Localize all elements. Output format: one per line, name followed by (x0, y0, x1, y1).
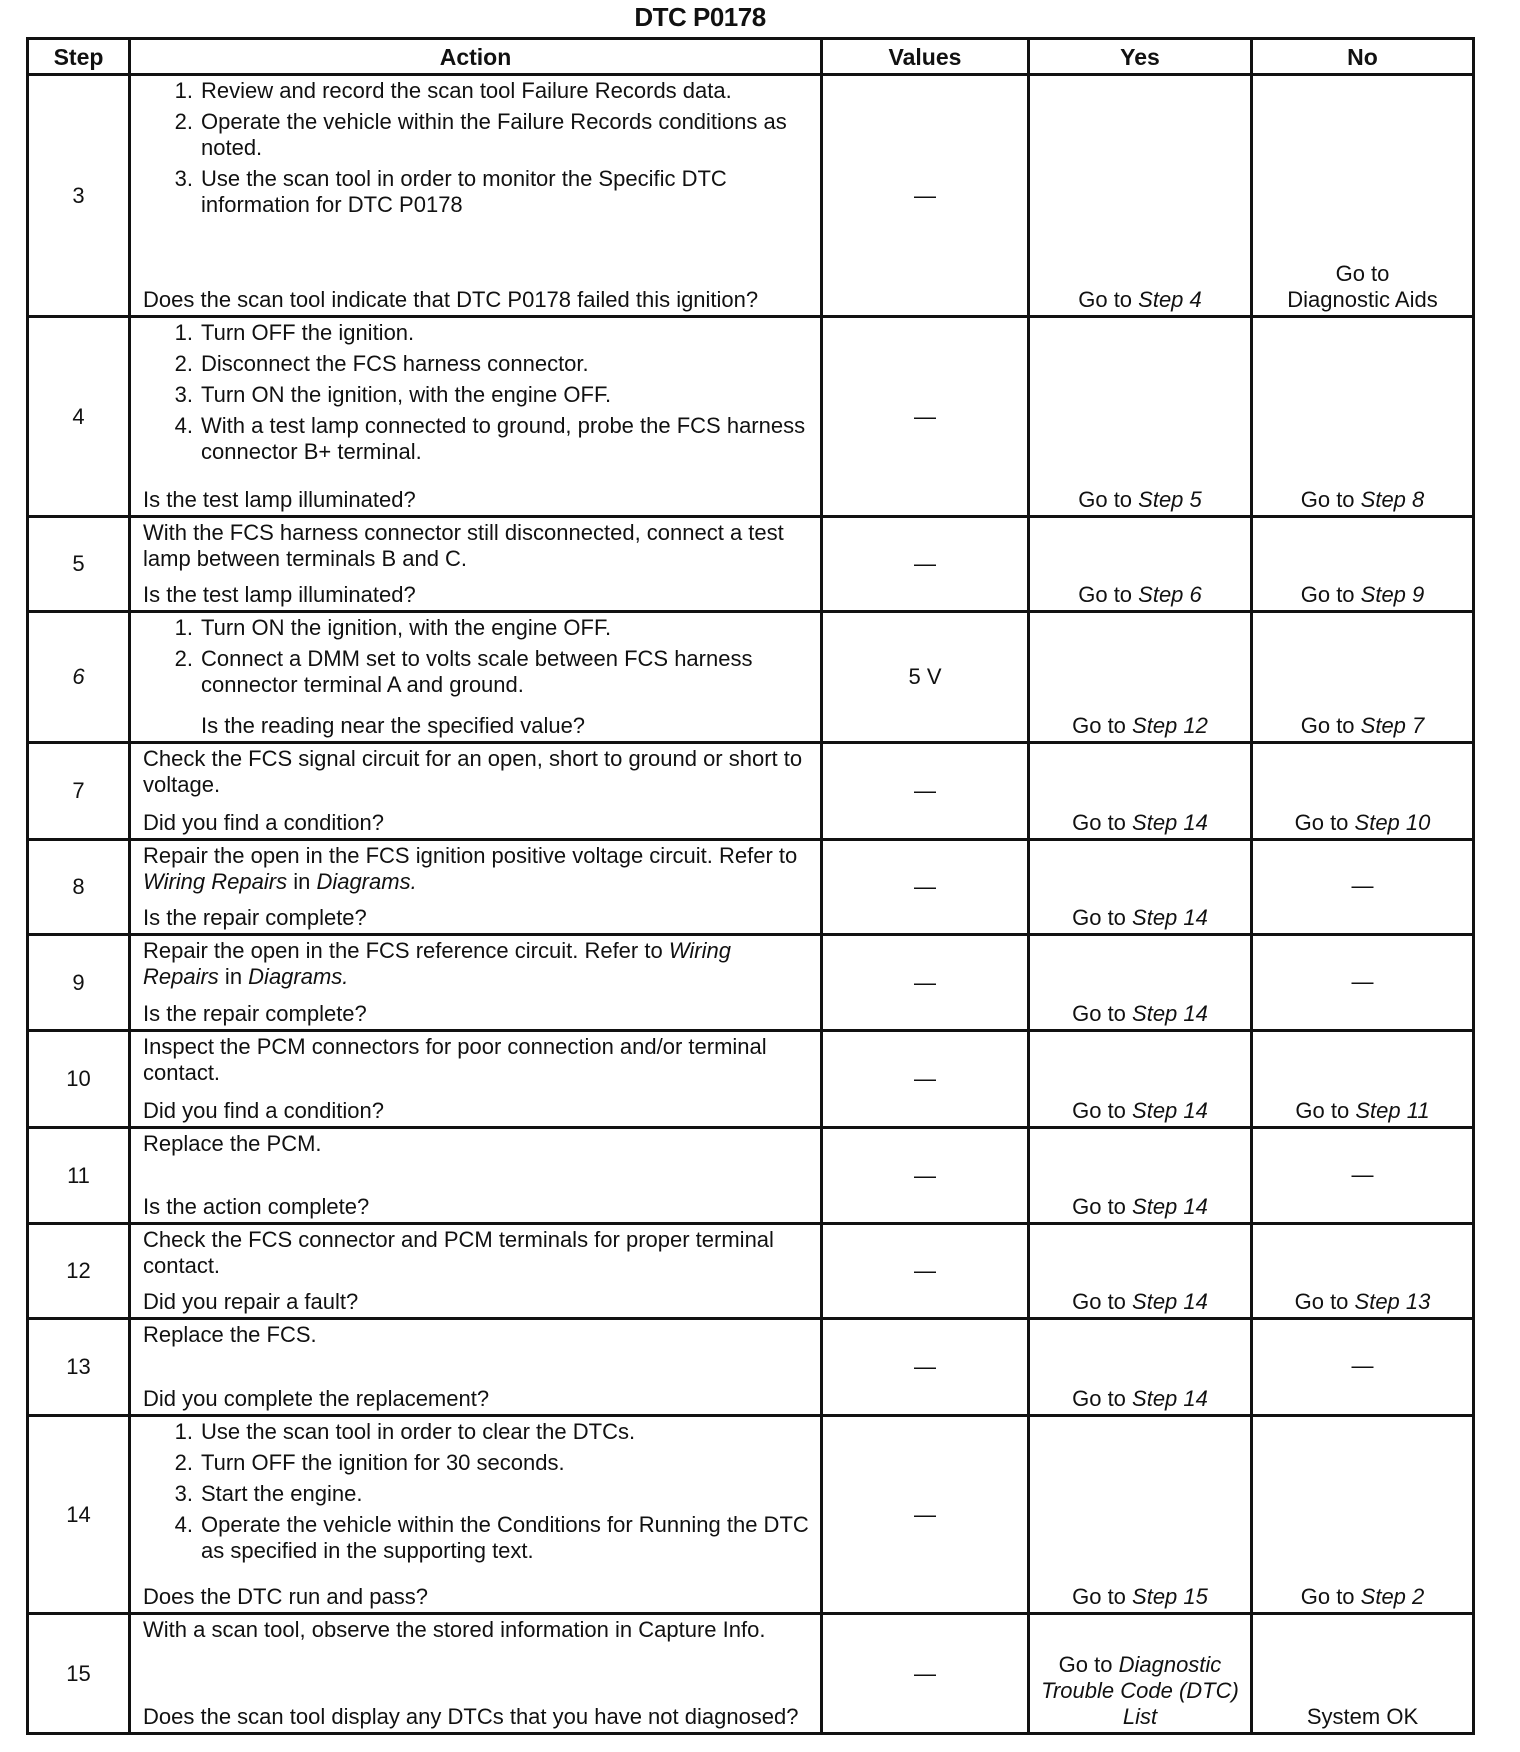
text-segment: Inspect the PCM connectors for poor connection and/or terminal contact. (143, 1034, 767, 1085)
text-segment: Repair the open in the FCS ignition positive voltage circuit. Refer to (143, 843, 798, 868)
value-cell: — (822, 743, 1029, 840)
text-segment: Repair the open in the FCS reference circuit. Refer to (143, 938, 669, 963)
step-number: 12 (66, 1258, 91, 1283)
text-segment: With a scan tool, observe the stored information in Capture Info. (143, 1617, 766, 1642)
yes-cell (1029, 1416, 1252, 1614)
italic-text: Step 10 (1354, 810, 1431, 835)
italic-text: Step 6 (1138, 582, 1202, 607)
action-step (143, 166, 812, 218)
italic-text: Step 7 (1360, 713, 1425, 738)
text-segment: Check the FCS signal circuit for an open, short to ground or short to voltage. (143, 746, 803, 797)
step-cell (28, 317, 130, 517)
action-content (131, 76, 820, 315)
action-text (143, 1617, 812, 1643)
step-cell (28, 517, 130, 612)
no-cell (1252, 1224, 1474, 1319)
no-cell (1252, 743, 1474, 840)
text-segment: Go to (1072, 1001, 1133, 1026)
value-cell: — (822, 1031, 1029, 1128)
action-step (143, 1450, 812, 1476)
text-segment: Go to (1072, 713, 1133, 738)
action-step-text: Review and record the scan tool Failure Records data. (201, 78, 732, 103)
action-step-number: 1. (174, 320, 193, 345)
yes-cell (1029, 743, 1252, 840)
no-cell (1252, 840, 1474, 935)
table-row (28, 840, 1474, 935)
no-cell (1252, 1614, 1474, 1734)
action-question: Is the test lamp illuminated? (143, 582, 416, 607)
action-text (143, 746, 812, 798)
action-step-text: Connect a DMM set to volts scale between FCS harness connector terminal A and ground. (201, 646, 753, 697)
table-row (28, 612, 1474, 743)
action-cell (130, 1614, 822, 1734)
table-row (28, 75, 1474, 317)
italic-text: Step 14 (1132, 1289, 1208, 1314)
action-cell (130, 743, 822, 840)
text-segment: Go to (1295, 1098, 1356, 1123)
text-segment: Go to (1300, 713, 1361, 738)
action-step-text: Use the scan tool in order to monitor the Specific DTC information for DTC P0178 (201, 166, 727, 217)
action-content (131, 1320, 820, 1414)
action-step (143, 351, 812, 377)
italic-text: Step 14 (1132, 1386, 1208, 1411)
step-number: 15 (66, 1660, 91, 1686)
table-row (28, 935, 1474, 1031)
action-question: Does the scan tool indicate that DTC P0178 failed this ignition? (143, 287, 759, 312)
text-segment: — (1351, 873, 1374, 898)
step-number: 10 (66, 1066, 91, 1091)
action-cell (130, 75, 822, 317)
action-content (131, 1032, 820, 1126)
italic-text: Step 11 (1355, 1098, 1430, 1123)
italic-text: Step 9 (1360, 582, 1425, 607)
action-content (131, 1129, 820, 1222)
action-question: Is the repair complete? (143, 1001, 367, 1026)
text-segment: System OK (1306, 1704, 1419, 1729)
action-cell (130, 1031, 822, 1128)
action-step-number: 3. (174, 1481, 193, 1506)
table-row (28, 1224, 1474, 1319)
italic-text: Step 14 (1132, 905, 1208, 930)
action-content (131, 744, 820, 838)
action-step-number: 2. (174, 109, 193, 134)
action-step-number: 2. (174, 1450, 193, 1475)
action-content (131, 318, 820, 515)
action-content (131, 613, 820, 741)
value-cell: — (822, 1319, 1029, 1416)
action-step-text: Turn OFF the ignition. (201, 320, 415, 345)
step-cell (28, 75, 130, 317)
no-cell (1252, 317, 1474, 517)
action-step (143, 78, 812, 104)
action-step-number: 1. (174, 1419, 193, 1444)
table-row (28, 1031, 1474, 1128)
step-cell (28, 840, 130, 935)
yes-cell (1029, 1031, 1252, 1128)
italic-text: Step 14 (1132, 1001, 1208, 1026)
italic-text: Wiring Repairs (143, 869, 288, 894)
action-text (143, 843, 812, 895)
page-title: DTC P0178 (634, 2, 766, 32)
action-step (143, 320, 812, 346)
text-segment: Replace the FCS. (143, 1322, 317, 1347)
step-number: 4 (72, 403, 85, 429)
action-text (143, 938, 812, 990)
action-question: Did you repair a fault? (143, 1289, 359, 1314)
action-question: Is the reading near the specified value? (201, 713, 586, 738)
action-content (131, 841, 820, 933)
step-number: 8 (72, 874, 85, 899)
action-step-number: 3. (174, 382, 193, 407)
no-cell (1252, 1416, 1474, 1614)
no-cell (1252, 935, 1474, 1031)
step-cell (28, 1031, 130, 1128)
yes-cell (1029, 1128, 1252, 1224)
text-segment: With the FCS harness connector still disconnected, connect a test lamp between terminals B and C. (143, 520, 784, 571)
action-step-number: 2. (174, 351, 193, 376)
text-segment: — (1351, 1353, 1374, 1378)
table-row (28, 743, 1474, 840)
italic-text: Step 15 (1132, 1584, 1208, 1609)
value-cell: — (822, 1416, 1029, 1614)
step-cell (28, 743, 130, 840)
action-step (143, 382, 812, 408)
action-step (143, 1481, 812, 1507)
text-segment: Go to (1300, 582, 1361, 607)
action-text (143, 1034, 812, 1086)
italic-text: Diagnostic Trouble Code (DTC) List (1041, 1652, 1239, 1729)
text-segment: Check the FCS connector and PCM terminals for proper terminal contact. (143, 1227, 774, 1278)
action-cell (130, 612, 822, 743)
yes-cell (1029, 935, 1252, 1031)
value-cell: — (822, 1128, 1029, 1224)
action-question: Does the scan tool display any DTCs that you have not diagnosed? (143, 1704, 799, 1729)
text-segment: Go to (1058, 1652, 1119, 1677)
yes-cell (1029, 317, 1252, 517)
step-cell (28, 1614, 130, 1734)
action-content (131, 1615, 820, 1732)
text-segment: Go to (1072, 1289, 1133, 1314)
text-segment: Go to (1078, 287, 1139, 312)
italic-text: Step 13 (1354, 1289, 1431, 1314)
action-cell (130, 1224, 822, 1319)
value-cell: — (822, 317, 1029, 517)
step-cell (28, 612, 130, 743)
table-row (28, 317, 1474, 517)
header-values: Values (822, 39, 1029, 75)
action-text (143, 1322, 812, 1348)
text-segment: Go to Diagnostic Aids (1287, 261, 1438, 312)
action-cell (130, 1416, 822, 1614)
action-content (131, 518, 820, 610)
italic-text: Wiring Repairs (143, 938, 731, 989)
step-number: 7 (72, 778, 85, 803)
yes-cell (1029, 1319, 1252, 1416)
text-segment: Go to (1294, 810, 1355, 835)
table-row (28, 1319, 1474, 1416)
step-cell (28, 935, 130, 1031)
no-cell (1252, 1319, 1474, 1416)
action-question: Did you complete the replacement? (143, 1386, 490, 1411)
step-number: 3 (72, 182, 85, 208)
table-row (28, 1614, 1474, 1734)
action-cell (130, 1319, 822, 1416)
table-row (28, 1416, 1474, 1614)
step-number: 5 (72, 551, 85, 576)
value-cell: — (822, 75, 1029, 317)
step-number: 11 (67, 1162, 90, 1188)
action-cell (130, 1128, 822, 1224)
no-cell (1252, 1031, 1474, 1128)
step-number: 6 (72, 664, 85, 689)
table-row (28, 517, 1474, 612)
italic-text: Step 2 (1360, 1584, 1425, 1609)
action-content (131, 1225, 820, 1317)
action-step-text: Turn ON the ignition, with the engine OFF. (201, 615, 612, 640)
text-segment: Go to (1072, 1584, 1133, 1609)
action-cell (130, 840, 822, 935)
action-question: Is the test lamp illuminated? (143, 487, 416, 512)
action-step-text: Operate the vehicle within the Failure Records conditions as noted. (201, 109, 787, 160)
header-step: Step (28, 39, 130, 75)
action-step-number: 3. (174, 166, 193, 191)
yes-cell (1029, 1224, 1252, 1319)
header-action: Action (130, 39, 822, 75)
diagnostic-table (26, 37, 1475, 1735)
action-question: Is the action complete? (143, 1194, 370, 1219)
italic-text: Diagrams. (248, 964, 349, 989)
value-cell: — (822, 1614, 1029, 1734)
action-cell (130, 317, 822, 517)
yes-cell (1029, 517, 1252, 612)
header-no: No (1252, 39, 1474, 75)
value-cell: — (822, 935, 1029, 1031)
action-question: Did you find a condition? (143, 1098, 384, 1123)
action-text (143, 1227, 812, 1279)
action-text (143, 520, 812, 572)
italic-text: Step 4 (1138, 287, 1202, 312)
header-row (28, 39, 1474, 75)
action-step-text: Operate the vehicle within the Conditions for Running the DTC as specified in the supporting text. (201, 1512, 809, 1563)
italic-text: Step 14 (1132, 810, 1208, 835)
italic-text: Step 12 (1132, 713, 1208, 738)
italic-text: Diagrams. (316, 869, 417, 894)
italic-text: Step 14 (1132, 1194, 1208, 1219)
value-cell: — (822, 840, 1029, 935)
step-number: 14 (66, 1501, 91, 1527)
step-cell (28, 1128, 130, 1224)
action-step-number: 4. (174, 1512, 193, 1537)
no-cell (1252, 75, 1474, 317)
no-cell (1252, 517, 1474, 612)
text-segment: in (287, 869, 317, 894)
text-segment: — (1351, 968, 1374, 994)
action-step-number: 2. (174, 646, 193, 671)
no-cell (1252, 1128, 1474, 1224)
action-step-number: 1. (174, 78, 193, 103)
action-content (131, 1417, 820, 1612)
action-question: Did you find a condition? (143, 810, 384, 835)
text-segment: Go to (1294, 1289, 1355, 1314)
action-step-text: Turn ON the ignition, with the engine OFF. (201, 382, 612, 407)
value-cell: 5 V (822, 612, 1029, 743)
step-number: 9 (72, 969, 85, 995)
text-segment: Go to (1078, 487, 1139, 512)
action-step-text: Start the engine. (201, 1481, 363, 1506)
action-step-text: With a test lamp connected to ground, probe the FCS harness connector B+ terminal. (201, 413, 806, 464)
text-segment: Go to (1300, 487, 1361, 512)
action-step (143, 615, 812, 641)
no-cell (1252, 612, 1474, 743)
action-step-number: 4. (174, 413, 193, 438)
text-segment: Go to (1072, 1098, 1133, 1123)
italic-text: Step 14 (1132, 1098, 1208, 1123)
text-segment: in (218, 964, 249, 989)
action-cell (130, 517, 822, 612)
header-yes: Yes (1029, 39, 1252, 75)
step-cell (28, 1224, 130, 1319)
step-number: 13 (66, 1354, 91, 1379)
action-step-text: Disconnect the FCS harness connector. (201, 351, 589, 376)
step-cell (28, 1319, 130, 1416)
yes-cell (1029, 612, 1252, 743)
text-segment: Go to (1072, 1386, 1133, 1411)
action-step-number: 1. (174, 615, 193, 640)
italic-text: Step 5 (1138, 487, 1202, 512)
italic-text: Step 8 (1360, 487, 1425, 512)
action-step (143, 646, 812, 698)
value-cell: — (822, 1224, 1029, 1319)
table-row (28, 1128, 1474, 1224)
action-step-text: Use the scan tool in order to clear the DTCs. (201, 1419, 636, 1444)
text-segment: Go to (1300, 1584, 1361, 1609)
action-step-text: Turn OFF the ignition for 30 seconds. (201, 1450, 565, 1475)
action-content (131, 936, 820, 1029)
action-cell (130, 935, 822, 1031)
text-segment: — (1351, 1161, 1374, 1187)
text-segment: Go to (1072, 905, 1133, 930)
action-step (143, 1419, 812, 1445)
action-step (143, 1512, 812, 1564)
text-segment: Replace the PCM. (143, 1131, 322, 1156)
value-cell: — (822, 517, 1029, 612)
action-step (143, 109, 812, 161)
action-question: Does the DTC run and pass? (143, 1584, 428, 1609)
text-segment: Go to (1072, 1194, 1133, 1219)
step-cell (28, 1416, 130, 1614)
yes-cell (1029, 1614, 1252, 1734)
action-step (143, 413, 812, 465)
text-segment: Go to (1078, 582, 1139, 607)
yes-cell (1029, 75, 1252, 317)
action-question: Is the repair complete? (143, 905, 367, 930)
text-segment: Go to (1072, 810, 1133, 835)
action-text (143, 1131, 812, 1157)
yes-cell (1029, 840, 1252, 935)
